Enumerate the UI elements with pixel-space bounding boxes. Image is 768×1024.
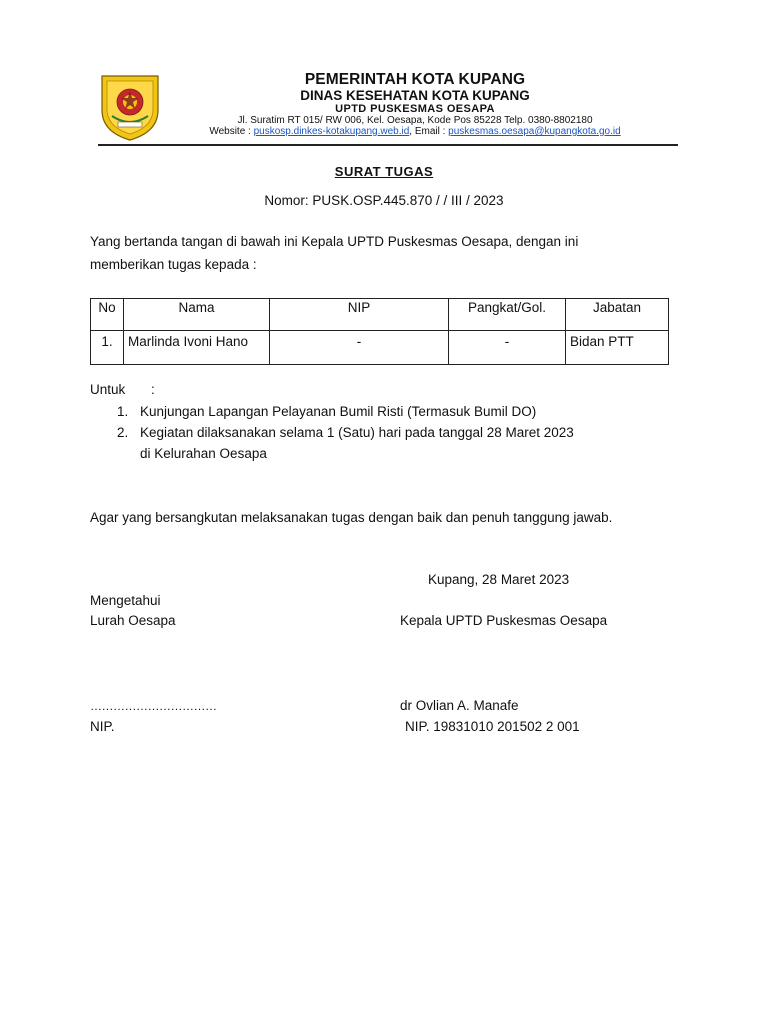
left-sign-nip: NIP. [90, 719, 115, 734]
document-number: Nomor: PUSK.OSP.445.870 / / III / 2023 [264, 193, 504, 208]
header-jabatan: Jabatan [566, 299, 669, 331]
cell-nip: - [270, 331, 449, 365]
intro-line-1: Yang bertanda tangan di bawah ini Kepala UPTD Puskesmas Oesapa, dengan ini [90, 234, 579, 249]
right-sign-title: Kepala UPTD Puskesmas Oesapa [400, 613, 608, 628]
header-pangkat: Pangkat/Gol. [449, 299, 566, 331]
letterhead-contacts [160, 126, 670, 137]
task-2-number: 2. [117, 425, 129, 440]
kupang-city-emblem-icon [98, 72, 162, 142]
assignee-table [90, 298, 669, 365]
website-label: Website : [209, 126, 254, 137]
letterhead-divider [98, 144, 678, 146]
header-nip: NIP [270, 299, 449, 331]
right-sign-nip: NIP. 19831010 201502 2 001 [405, 719, 580, 734]
table-header-row [91, 299, 669, 331]
task-1-text: Kunjungan Lapangan Pelayanan Bumil Risti (Termasuk Bumil DO) [140, 404, 537, 419]
letterhead-government: PEMERINTAH KOTA KUPANG [304, 71, 526, 88]
task-2-continuation: di Kelurahan Oesapa [140, 446, 267, 461]
cell-nama: Marlinda Ivoni Hano [124, 331, 270, 365]
cell-jabatan: Bidan PTT [566, 331, 669, 365]
letterhead-unit: UPTD PUSKESMAS OESAPA [335, 103, 495, 115]
untuk-colon: : [151, 382, 155, 397]
cell-no: 1. [91, 331, 124, 365]
letterhead-department: DINAS KESEHATAN KOTA KUPANG [300, 88, 530, 103]
table-row [91, 331, 669, 365]
website-link[interactable]: puskosp.dinkes-kotakupang.web.id [253, 126, 410, 137]
task-2-text: Kegiatan dilaksanakan selama 1 (Satu) hari pada tanggal 28 Maret 2023 [140, 425, 574, 440]
letterhead-address: Jl. Suratim RT 015/ RW 006, Kel. Oesapa, Kode Pos 85228 Telp. 0380-8802180 [237, 115, 593, 126]
email-link[interactable]: puskesmas.oesapa@kupangkota.go.id [448, 126, 621, 137]
document-title: SURAT TUGAS [334, 164, 434, 179]
right-sign-name: dr Ovlian A. Manafe [400, 698, 519, 713]
closing-statement: Agar yang bersangkutan melaksanakan tugas dengan baik dan penuh tanggung jawab. [90, 510, 613, 525]
cell-pangkat: - [449, 331, 566, 365]
place-date: Kupang, 28 Maret 2023 [428, 572, 570, 587]
header-no: No [91, 299, 124, 331]
untuk-label: Untuk [90, 382, 126, 397]
email-label: , Email : [409, 126, 449, 137]
header-nama: Nama [124, 299, 270, 331]
left-sign-acknowledged: Mengetahui [90, 593, 161, 608]
left-sign-title: Lurah Oesapa [90, 613, 176, 628]
intro-line-2: memberikan tugas kepada : [90, 257, 257, 272]
left-sign-name-placeholder: …………………………… [90, 699, 217, 713]
task-1-number: 1. [117, 404, 129, 419]
